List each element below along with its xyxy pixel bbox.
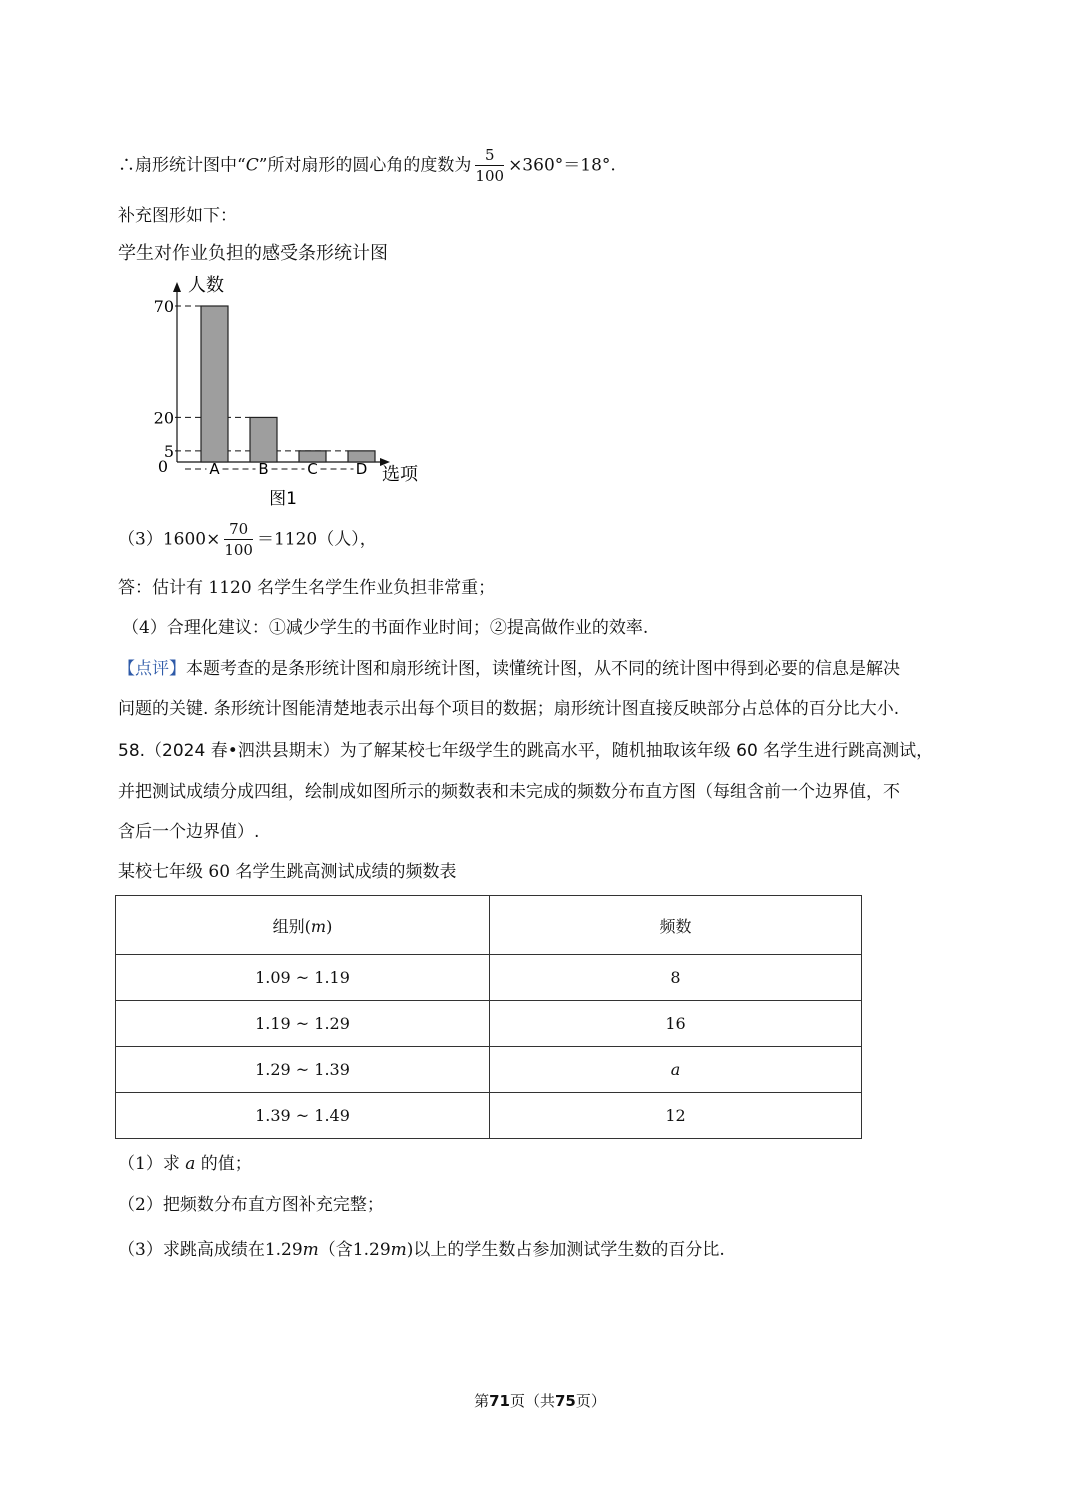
footer-total-pages: 75	[555, 1392, 576, 1410]
footer-page-number: 71	[489, 1392, 510, 1410]
table-row	[116, 1001, 862, 1047]
chart-caption: 图1	[269, 489, 297, 509]
x-tick-label: C	[307, 460, 318, 478]
line-q2: （2）把频数分布直方图补充完整；	[118, 1195, 384, 1215]
fraction-denominator: 100	[224, 541, 253, 559]
unit-m: m	[302, 1240, 319, 1260]
text-segment: ×360°＝18°.	[508, 155, 616, 176]
text-segment: 的值；	[195, 1154, 252, 1174]
comment-tag: 【点评】	[118, 659, 186, 679]
y-axis-arrow	[173, 282, 181, 292]
bar-a	[201, 306, 228, 462]
text-segment: )以上的学生数占参加测试学生数的百分比.	[406, 1240, 725, 1260]
fraction	[475, 148, 504, 184]
text-segment: ＝1120（人），	[256, 529, 377, 550]
var-c: C	[245, 155, 259, 176]
text-segment: （3）1600×	[118, 529, 221, 550]
line-comment-2: 问题的关键. 条形统计图能清楚地表示出每个项目的数据；扇形统计图直接反映部分占总体的百分比大小.	[118, 699, 900, 719]
fraction-numerator: 5	[475, 148, 504, 166]
text-segment: （1）求	[118, 1154, 186, 1174]
footer-text: 页）	[575, 1392, 606, 1410]
header-unit: m	[310, 916, 327, 936]
table-header-row	[116, 896, 862, 955]
y-tick-label: 5	[163, 441, 174, 461]
bar-chart	[140, 270, 440, 520]
table-row	[116, 955, 862, 1001]
line-answer: 答：估计有 1120 名学生名学生作业负担非常重；	[118, 578, 496, 598]
y-tick-label: 0	[157, 457, 168, 476]
header-freq-label: 频数	[659, 916, 692, 936]
line-supplement: 补充图形如下：	[118, 206, 237, 226]
text-segment: （含1.29	[318, 1240, 391, 1260]
fraction	[224, 522, 253, 558]
fraction-numerator: 70	[224, 522, 253, 540]
freq-cell: 8	[490, 955, 862, 1001]
x-tick-label: B	[258, 460, 269, 478]
header-group-label: 组别	[272, 916, 305, 936]
x-axis-label: 选项	[382, 464, 418, 485]
chart-title: 学生对作业负担的感受条形统计图	[118, 243, 388, 264]
range-cell: 1.19 ~ 1.29	[116, 1001, 490, 1047]
x-tick-label: D	[355, 460, 368, 478]
page-footer	[0, 1390, 1080, 1411]
x-tick-label: A	[209, 460, 220, 478]
fraction-denominator: 100	[475, 167, 505, 185]
unit-m: m	[390, 1240, 407, 1260]
line-part4: （4）合理化建议：①减少学生的书面作业时间；②提高做作业的效率.	[122, 618, 649, 638]
line-central-angle	[118, 148, 616, 184]
text-segment: （3）求跳高成绩在1.29	[118, 1240, 303, 1260]
line-q3	[118, 1242, 725, 1259]
bar-b	[250, 417, 277, 462]
table-row	[116, 1047, 862, 1093]
text-segment: ∴扇形统计图中“	[118, 155, 246, 176]
y-tick-label: 70	[153, 297, 174, 316]
line-question-58-3: 含后一个边界值）.	[118, 822, 260, 842]
line-part3	[118, 522, 377, 558]
range-cell: 1.39 ~ 1.49	[116, 1093, 490, 1139]
header-freq-cell	[490, 896, 862, 955]
footer-text: 第	[474, 1392, 490, 1410]
freq-cell: 12	[490, 1093, 862, 1139]
freq-cell: a	[490, 1047, 862, 1093]
line-q1	[118, 1156, 252, 1173]
text-segment: ”所对扇形的圆心角的度数为	[258, 155, 472, 176]
range-cell: 1.29 ~ 1.39	[116, 1047, 490, 1093]
table-title: 某校七年级 60 名学生跳高测试成绩的频数表	[118, 862, 457, 882]
var-a: a	[185, 1154, 196, 1174]
text-segment: 本题考查的是条形统计图和扇形统计图，读懂统计图，从不同的统计图中得到必要的信息是解决	[186, 659, 900, 679]
range-cell: 1.09 ~ 1.19	[116, 955, 490, 1001]
freq-cell: 16	[490, 1001, 862, 1047]
table-row	[116, 1093, 862, 1139]
line-question-58: 58.（2024 春•泗洪县期末）为了解某校七年级学生的跳高水平，随机抽取该年级 60 名学生进行跳高测试，	[118, 741, 934, 761]
header-group-cell: 组别(m)	[116, 896, 490, 955]
y-tick-label: 20	[153, 408, 174, 428]
line-question-58-2: 并把测试成绩分成四组，绘制成如图所示的频数表和未完成的频数分布直方图（每组含前一个边界值，不	[118, 782, 900, 802]
y-axis-label: 人数	[188, 275, 224, 296]
chart-marks	[154, 297, 375, 478]
footer-text: 页（共	[509, 1392, 555, 1410]
line-comment	[118, 661, 900, 678]
frequency-table	[115, 895, 862, 1139]
